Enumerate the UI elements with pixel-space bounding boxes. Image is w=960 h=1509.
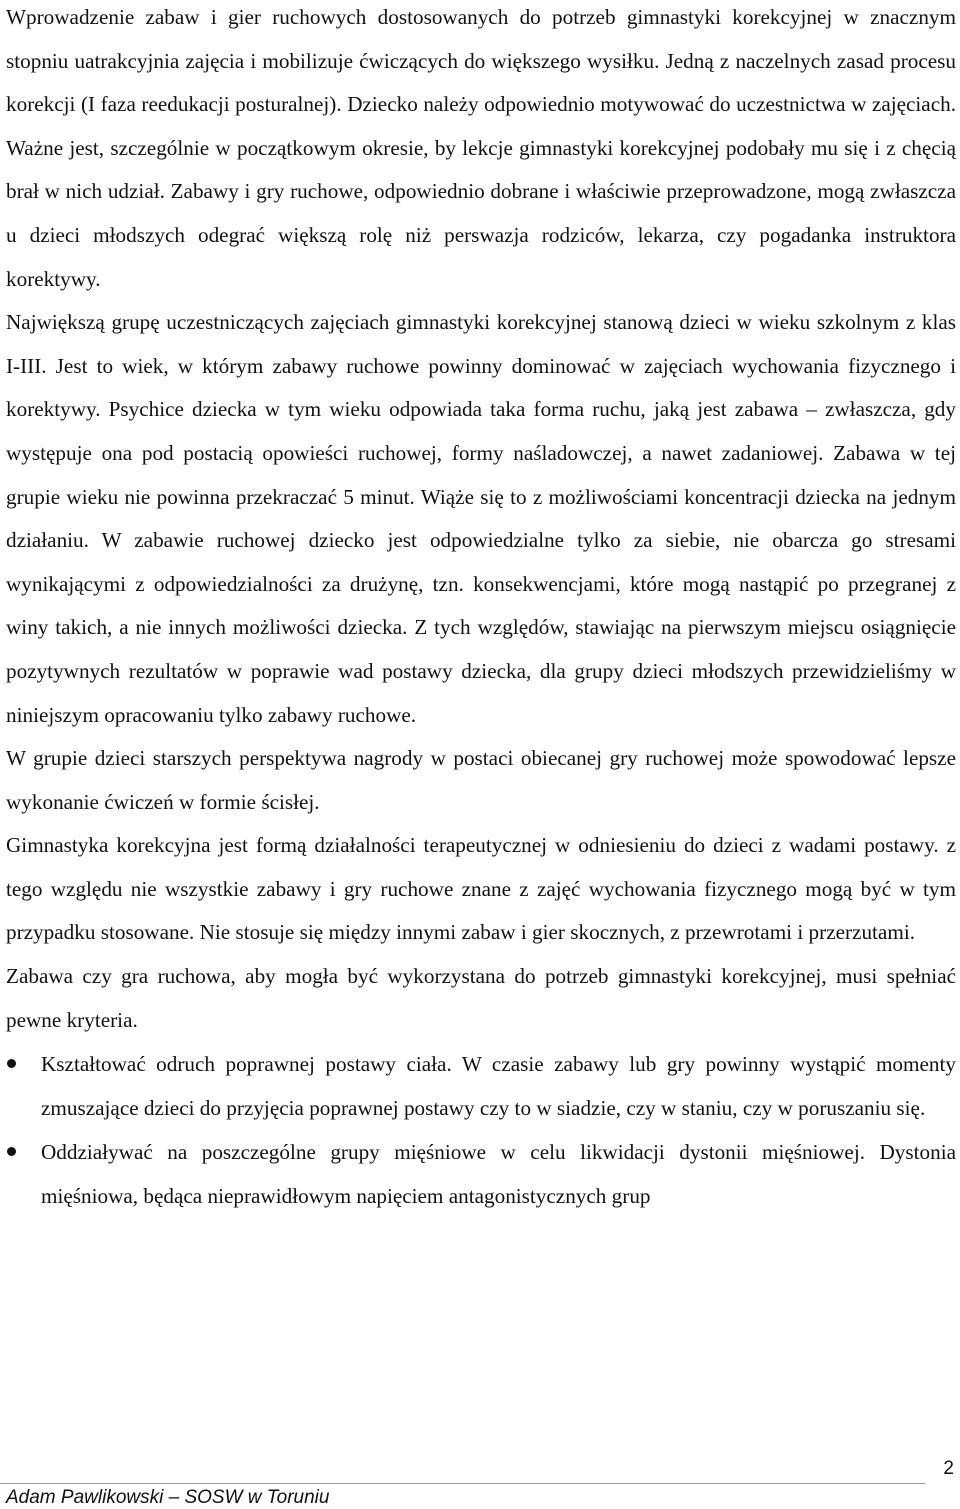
list-item — [6, 1043, 956, 1130]
bullet-icon — [7, 1059, 16, 1068]
paragraph: Największą grupę uczestniczących zajęciach gimnastyki korekcyjnej stanową dzieci w wieku szkolnym z klas I-III. Jest to wiek, w którym zabawy ruchowe powinny dominować w zajęciach wychowania fizycznego i korektywy. Psychice dziecka w tym wieku odpowiada taka forma ruchu, jaką jest zabawa – zwłaszcza, gdy występuje ona pod postacią opowieści ruchowej, formy naśladowczej, a nawet zadaniowej. Zabawa w tej grupie wieku nie powinna przekraczać 5 minut. Wiąże się to z możliwościami koncentracji dziecka na jednym działaniu. W zabawie ruchowej dziecko jest odpowiedzialne tylko za siebie, nie obarcza go stresami wynikającymi z odpowiedzialności za drużynę, tzn. konsekwencjami, które mogą nastąpić po przegranej z winy takich, a nie innych możliwości dziecka. Z tych względów, stawiając na pierwszym miejscu osiągnięcie pozytywnych rezultatów w poprawie wad postawy dziecka, dla grupy dzieci młodszych przewidzieliśmy w niniejszym opracowaniu tylko zabawy ruchowe. — [6, 310, 956, 727]
document-body — [6, 0, 956, 1219]
list-item — [6, 1131, 956, 1218]
paragraph: W grupie dzieci starszych perspektywa nagrody w postaci obiecanej gry ruchowej może spowodować lepsze wykonanie ćwiczeń w formie ścisłej. — [6, 746, 956, 814]
page-number: 2 — [943, 1458, 954, 1479]
footer-divider — [0, 1483, 925, 1484]
paragraph: Gimnastyka korekcyjna jest formą działalności terapeutycznej w odniesieniu do dzieci z wadami postawy. z tego względu nie wszystkie zabawy i gry ruchowe znane z zajęć wychowania fizycznego mogą być w tym przypadku stosowane. Nie stosuje się między innymi zabaw i gier skocznych, z przewrotami i przerzutami. — [6, 833, 956, 945]
list-item-text: Oddziaływać na poszczególne grupy mięśniowe w celu likwidacji dystonii mięśniowej. Dystonia mięśniowa, będąca nieprawidłowym napięciem antagonistycznych grup — [41, 1140, 956, 1209]
paragraph: Wprowadzenie zabaw i gier ruchowych dostosowanych do potrzeb gimnastyki korekcyjnej w znacznym stopniu uatrakcyjnia zajęcia i mobilizuje ćwiczących do większego wysiłku. Jedną z naczelnych zasad procesu korekcji (I faza reedukacji posturalnej). Dziecko należy odpowiednio motywować do uczestnictwa w zajęciach. Ważne jest, szczególnie w początkowym okresie, by lekcje gimnastyki korekcyjnej podobały mu się i z chęcią brał w nich udział. Zabawy i gry ruchowe, odpowiednio dobrane i właściwie przeprowadzone, mogą zwłaszcza u dzieci młodszych odegrać większą rolę niż perswazja rodziców, lekarza, czy pogadanka instruktora korektywy. — [6, 5, 956, 291]
criteria-list — [6, 1043, 956, 1218]
paragraph: Zabawa czy gra ruchowa, aby mogła być wykorzystana do potrzeb gimnastyki korekcyjnej, musi spełniać pewne kryteria. — [6, 964, 956, 1032]
bullet-icon — [7, 1147, 16, 1156]
list-item-text: Kształtować odruch poprawnej postawy ciała. W czasie zabawy lub gry powinny wystąpić momenty zmuszające dzieci do przyjęcia poprawnej postawy czy to w siadzie, czy w staniu, czy w poruszaniu się. — [41, 1052, 956, 1120]
footer-author: Adam Pawlikowski – SOSW w Toruniu — [6, 1487, 330, 1508]
